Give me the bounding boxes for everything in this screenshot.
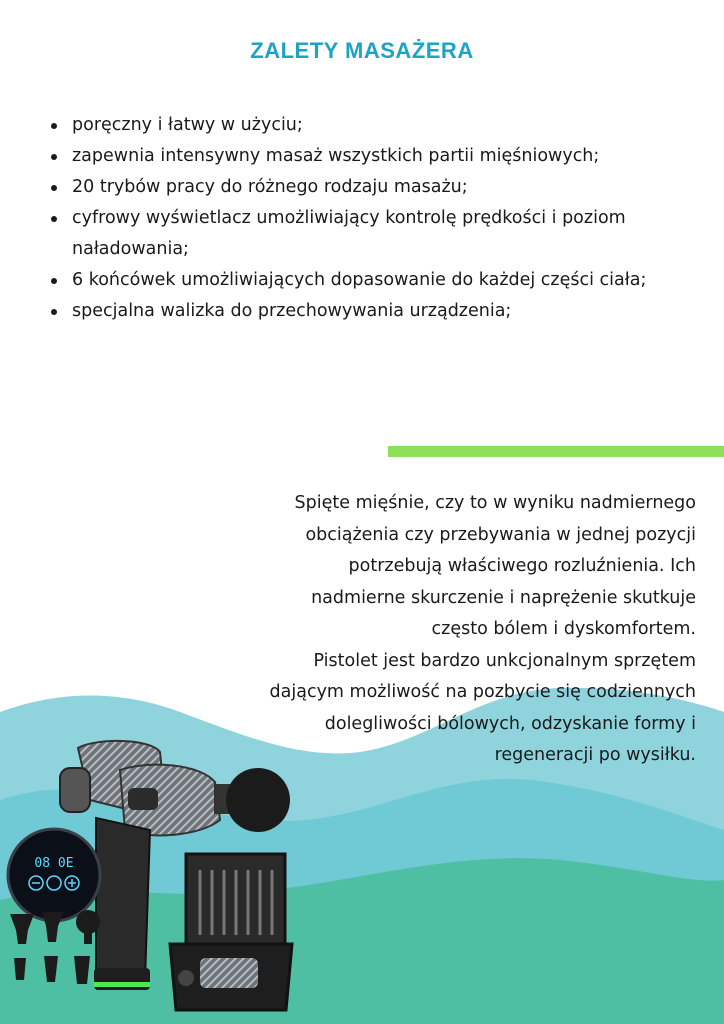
list-item: poręczny i łatwy w użyciu;: [48, 110, 688, 141]
attachment-heads: [10, 910, 100, 984]
paragraph-line: nadmierne skurczenie i naprężenie skutkuje: [311, 587, 696, 608]
display-readout: 08 0E: [34, 856, 74, 871]
massage-gun-product-image: [0, 730, 300, 1024]
list-item: 20 trybów pracy do różnego rodzaju masażu;: [48, 172, 688, 203]
paragraph-line: dolegliwości bólowych, odzyskanie formy i: [324, 713, 696, 734]
paragraph-line: Pistolet jest bardzo unkcjonalnym sprzętem: [313, 650, 696, 671]
paragraph-line: dającym możliwość na pozbycie się codziennych: [269, 682, 696, 702]
list-item: specjalna walizka do przechowywania urządzenia;: [48, 296, 688, 327]
list-item: zapewnia intensywny masaż wszystkich partii mięśniowych;: [48, 141, 688, 172]
paragraph-line: potrzebują właściwego rozluźnienia. Ich: [348, 556, 696, 576]
page-title: ZALETY MASAŻERA: [250, 38, 474, 63]
paragraph-line: obciążenia czy przebywania w jednej pozycji: [305, 524, 696, 545]
digital-display: [8, 829, 100, 921]
paragraph-line: często bólem i dyskomfortem.: [431, 619, 696, 639]
description-paragraph: [226, 488, 696, 772]
paragraph-line: Spięte mięśnie, czy to w wyniku nadmiernego: [294, 493, 696, 513]
list-item: cyfrowy wyświetlacz umożliwiający kontrolę prędkości i poziom naładowania;: [48, 203, 688, 265]
paragraph-line: regeneracji po wysiłku.: [494, 745, 696, 765]
list-item: 6 końcówek umożliwiających dopasowanie do każdej części ciała;: [48, 265, 688, 296]
carrying-case: [170, 854, 292, 1010]
